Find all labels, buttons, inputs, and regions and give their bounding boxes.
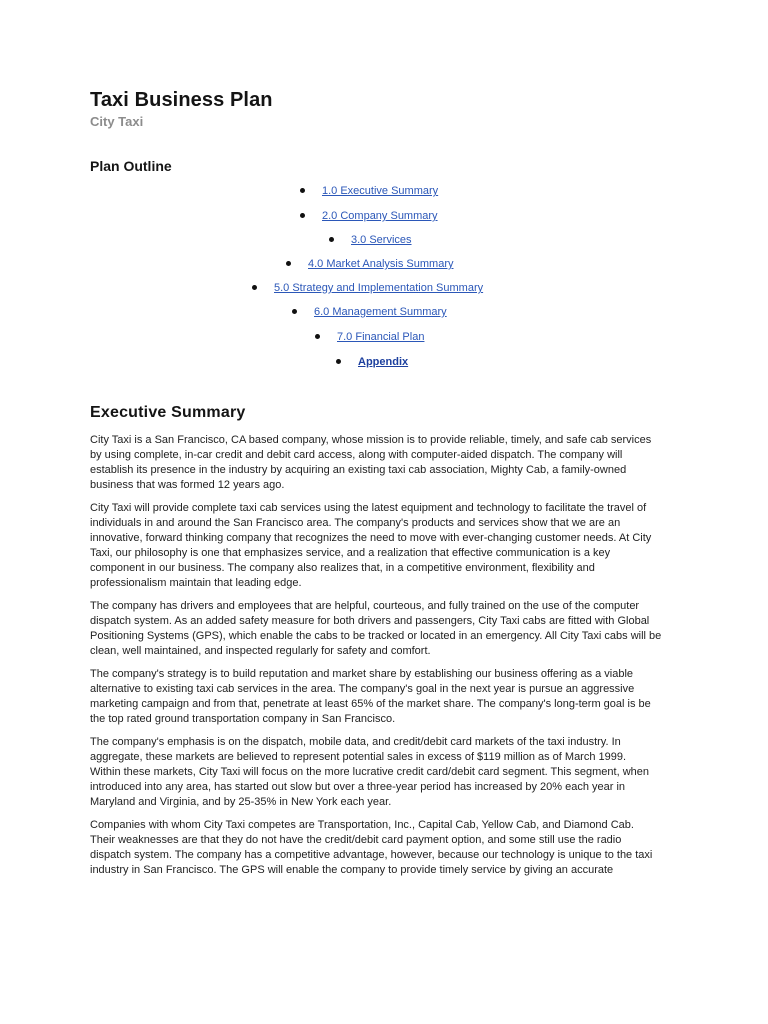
outline-link-appendix[interactable]: Appendix xyxy=(358,356,409,368)
bullet-icon xyxy=(315,334,320,339)
bullet-icon xyxy=(300,213,305,218)
plan-outline-heading: Plan Outline xyxy=(90,158,172,174)
outline-link-services[interactable]: 3.0 Services xyxy=(351,234,412,246)
outline-item-executive-summary xyxy=(322,184,438,198)
outline-item-financial-plan xyxy=(337,330,424,344)
paragraph: City Taxi will provide complete taxi cab services using the latest equipment and technology to facilitate the travel of individuals in and around the San Francisco area. The company's products and services show that we are an innovative, forward thinking company that recognizes the need to move with ever-changing customer needs. At City Taxi, our philosophy is one that emphasizes service, and a realization that effective communication is a key component in our business. The company also realizes that, in a competitive environment, flexibility and professionalism maintain that leading edge. xyxy=(90,502,652,589)
paragraph: City Taxi is a San Francisco, CA based company, whose mission is to provide reliable, timely, and safe cab services by using complete, in-car credit and debit card access, along with computer-aided dispatch. The company will establish its presence in the industry by acquiring an existing taxi cab association, Mighty Cab, a family-owned business that was formed 12 years ago. xyxy=(90,434,652,491)
outline-item-appendix xyxy=(358,355,408,369)
bullet-icon xyxy=(252,285,257,290)
bullet-icon xyxy=(329,237,334,242)
paragraph: The company's strategy is to build reputation and market share by establishing our business offering as a viable alternative to existing taxi cab services in the area. The company's goal in the next year is pursue an aggressive marketing campaign and from that, penetrate at least 65% of the market share. The company's long-term goal is be the top rated ground transportation company in San Francisco. xyxy=(90,668,651,725)
outline-link-company-summary[interactable]: 2.0 Company Summary xyxy=(322,210,438,222)
executive-summary-heading: Executive Summary xyxy=(90,404,246,421)
executive-summary-body xyxy=(90,433,690,886)
document-title: Taxi Business Plan xyxy=(90,89,273,111)
outline-item-management xyxy=(314,305,447,319)
outline-link-financial-plan[interactable]: 7.0 Financial Plan xyxy=(337,331,425,343)
paragraph: Companies with whom City Taxi competes are Transportation, Inc., Capital Cab, Yellow Cab, and Diamond Cab. Their weaknesses are that they do not have the credit/debit card payment option, and some still use the radio dispatch system. The company has a competitive advantage, however, because our technology is unique to the taxi industry in San Francisco. The GPS will enable the company to provide timely service by giving an accurate xyxy=(90,819,653,876)
paragraph: The company's emphasis is on the dispatch, mobile data, and credit/debit card markets of the taxi industry. In aggregate, these markets are believed to represent potential sales in excess of $119 million as of March 1999. Within these markets, City Taxi will focus on the more lucrative credit card/debit card segment. This segment, when introduced into any area, has started out slow but over a three-year period has increased by 20% each year in Maryland and Virginia, and by 25-35% in New York each year. xyxy=(90,736,649,808)
bullet-icon xyxy=(286,261,291,266)
outline-link-market-analysis[interactable]: 4.0 Market Analysis Summary xyxy=(308,258,454,270)
document-subtitle: City Taxi xyxy=(90,114,144,129)
outline-item-market-analysis xyxy=(308,257,454,271)
outline-item-strategy xyxy=(274,281,483,295)
outline-link-management[interactable]: 6.0 Management Summary xyxy=(314,306,447,318)
bullet-icon xyxy=(292,309,297,314)
bullet-icon xyxy=(300,188,305,193)
outline-link-strategy[interactable]: 5.0 Strategy and Implementation Summary xyxy=(274,282,484,294)
outline-item-company-summary xyxy=(322,209,438,223)
outline-link-executive-summary[interactable]: 1.0 Executive Summary xyxy=(322,185,439,197)
paragraph: The company has drivers and employees that are helpful, courteous, and fully trained on the use of the computer dispatch system. As an added safety measure for both drivers and passengers, City Taxi cabs are fitted with Global Positioning Systems (GPS), which enable the cabs to be tracked or located in an emergency. All City Taxi cabs will be clean, well maintained, and inspected regularly for safety and comfort. xyxy=(90,600,662,657)
bullet-icon xyxy=(336,359,341,364)
outline-item-services xyxy=(351,233,412,247)
